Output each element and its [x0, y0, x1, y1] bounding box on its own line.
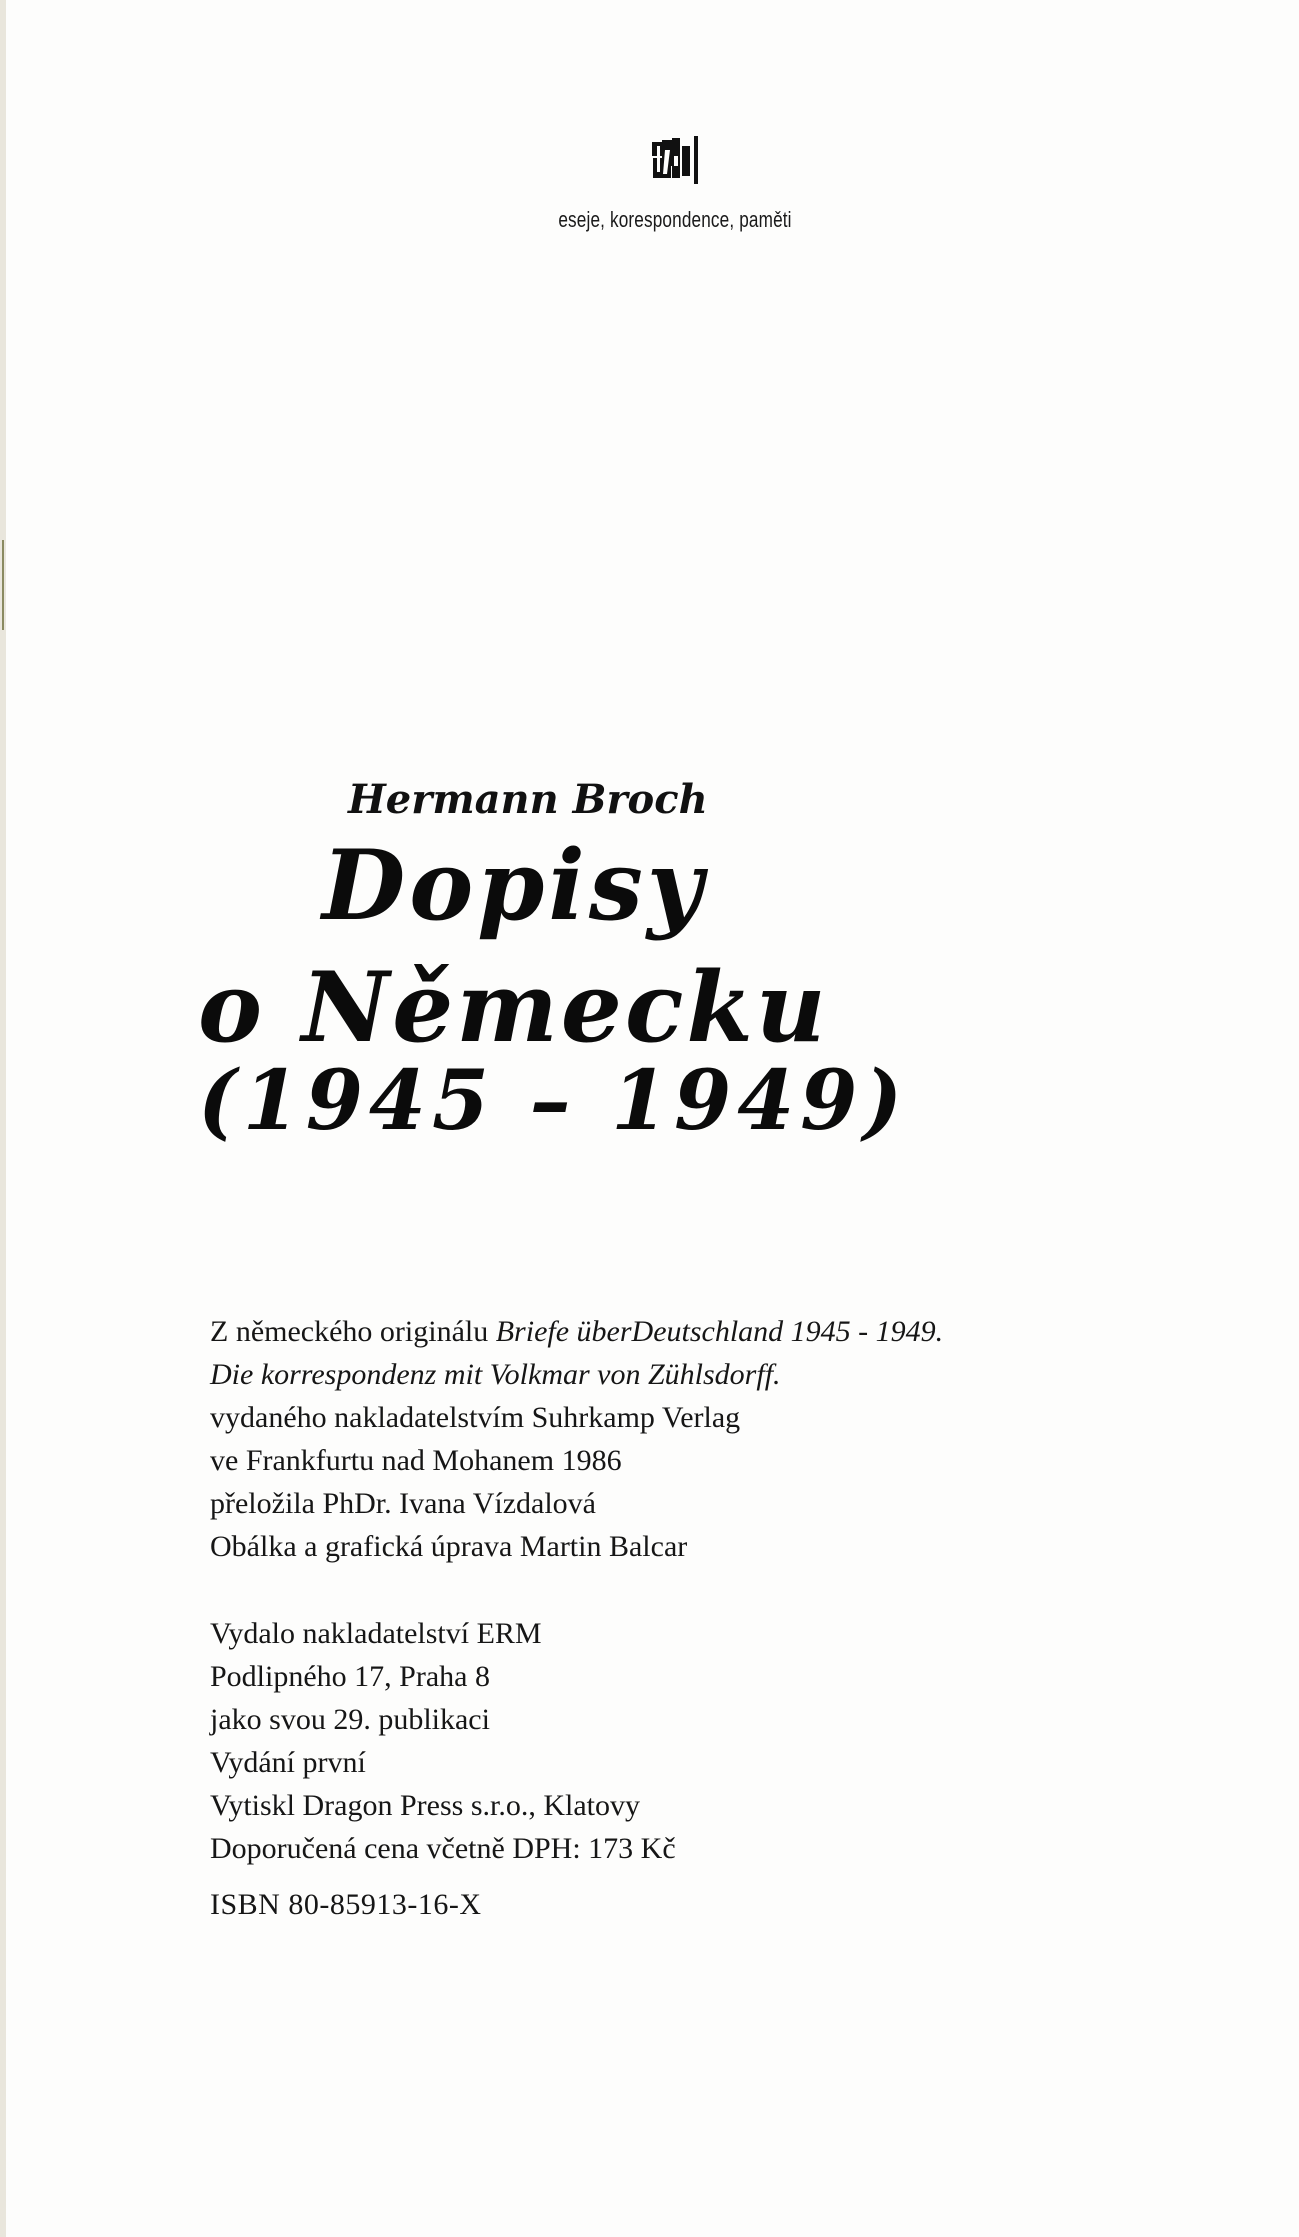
original-title: Briefe überDeutschland 1945 - 1949. [495, 1315, 944, 1348]
original-line [210, 1310, 1110, 1353]
publication-number: jako svou 29. publikaci [210, 1703, 490, 1736]
publisher: Vydalo nakladatelství ERM [210, 1617, 542, 1650]
printer: Vytiskl Dragon Press s.r.o., Klatovy [210, 1789, 640, 1822]
edition: Vydání první [210, 1746, 366, 1779]
imprint-block [210, 1612, 1110, 1870]
original-subtitle: Die korrespondenz mit Volkmar von Zühlsdorff. [210, 1358, 781, 1391]
publisher-address: Podlipného 17, Praha 8 [210, 1660, 490, 1693]
price: Doporučená cena včetně DPH: 173 Kč [210, 1832, 676, 1865]
isbn: ISBN 80-85913-16-X [210, 1888, 482, 1921]
series-name: eseje, korespondence, paměti [558, 207, 792, 232]
page-edge-mark [2, 540, 4, 630]
title-line-1: Dopisy [322, 829, 707, 942]
published-by: vydaného nakladatelstvím Suhrkamp Verlag [210, 1401, 741, 1434]
design-credit: Obálka a grafická úprava Martin Balcar [210, 1530, 688, 1563]
page-edge [0, 0, 6, 2237]
published-where: ve Frankfurtu nad Mohanem 1986 [210, 1444, 622, 1477]
title-line-3: (1945 – 1949) [198, 1053, 909, 1149]
colophon-block [210, 1310, 1110, 1568]
title-line-2: o Německu [198, 951, 829, 1064]
publisher-logo-icon [648, 136, 708, 188]
original-prefix: Z německého originálu [210, 1315, 496, 1348]
translator: přeložila PhDr. Ivana Vízdalová [210, 1487, 596, 1520]
author-name: Hermann Broch [348, 776, 708, 823]
